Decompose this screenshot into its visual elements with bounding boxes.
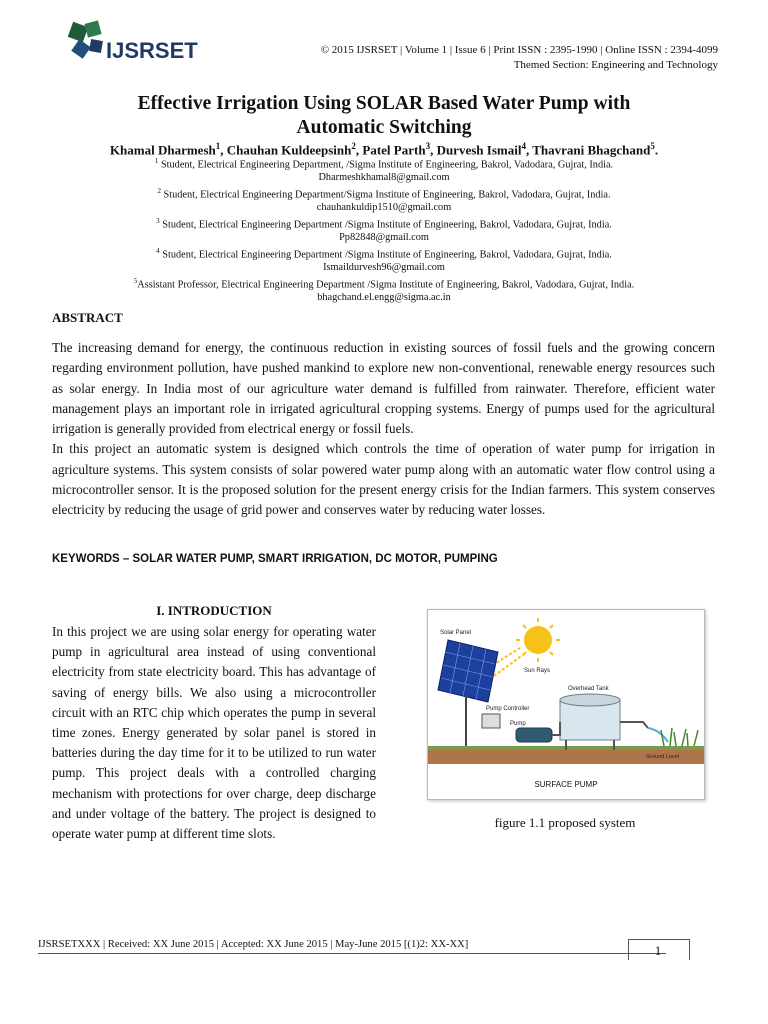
affiliation-text: Assistant Professor, Electrical Engineering Department /Sigma Institute of Engineering, Bakrol, Vadodara, Gujrat, India.: [137, 279, 635, 291]
author-list: Khamal Dharmesh$^1$, Chauhan Kuldeepsinh$^2$, Patel Parth$^3$, Durvesh Ismail$^4$, Thavrani Bhagchand$^5$.: [109, 141, 659, 158]
affiliation-sup: 1: [154, 157, 159, 165]
affiliation-text: Student, Electrical Engineering Department/Sigma Institute of Engineering, Bakrol, Vadodara, Gujrat, India.: [163, 189, 611, 201]
affiliation-email: Ismaildurvesh96@gmail.com: [323, 262, 445, 274]
label-solar-panel: Solar Panel: [440, 630, 472, 636]
affiliation: [40, 275, 728, 292]
affiliation: [40, 245, 728, 262]
author-sup: 1: [215, 141, 221, 151]
affiliation-list: [40, 155, 728, 305]
water-flow-icon: [648, 728, 668, 742]
logo-text: IJSRSET: [106, 38, 198, 63]
introduction-text: In this project we are using solar energy for operating water pump in agricultural area instead of using conventional electricity from state electricity board. This has advantage of saving of energy bills. We also using a microcontroller circuit with an RTC chip which operates the pump in several time zones. Energy generated by solar panel is stored in batteries during the day time for it to be utilized to run water pump. This project deals with a controlled charging mechanism with protections for over charge, deep discharge and under voltage of the battery. The project is designed to operate water pump at different time slots.: [52, 624, 376, 842]
affiliation-text: Student, Electrical Engineering Department /Sigma Institute of Engineering, Bakrol, Vadodara, Gujrat, India.: [162, 249, 612, 261]
pump-icon: [516, 728, 552, 742]
label-sun-rays: Sun Rays: [524, 668, 551, 674]
affiliation-email: chauhankuldip1510@gmail.com: [316, 202, 452, 214]
affiliation: [40, 155, 728, 172]
journal-meta-line1: © 2015 IJSRSET | Volume 1 | Issue 6 | Print ISSN : 2395-1990 | Online ISSN : 2394-4099: [320, 44, 718, 56]
journal-logo: [66, 20, 196, 68]
overhead-tank-icon: [560, 694, 620, 750]
affiliation-text: Student, Electrical Engineering Department, /Sigma Institute of Engineering, Bakrol, Vadodara, Gujrat, India.: [160, 159, 614, 171]
label-overhead-tank: Overhead Tank: [568, 686, 609, 692]
author: Durvesh Ismail: [436, 142, 522, 158]
journal-meta-line2: Themed Section: Engineering and Technology: [513, 59, 718, 71]
author: Patel Parth: [362, 142, 426, 158]
author-sup: 5: [650, 141, 655, 151]
author-sup: 4: [521, 141, 526, 151]
affiliation-email: Pp82848@gmail.com: [339, 232, 429, 244]
author: Khamal Dharmesh: [109, 142, 216, 158]
section-heading: I. INTRODUCTION: [156, 603, 272, 618]
label-ground-level: Ground Level: [646, 754, 680, 760]
sun-icon: [524, 626, 552, 654]
author-sup: 3: [425, 141, 431, 151]
figure-title: SURFACE PUMP: [534, 780, 598, 789]
affiliation-text: Student, Electrical Engineering Department /Sigma Institute of Engineering, Bakrol, Vadodara, Gujrat, India.: [162, 219, 612, 231]
author: Chauhan Kuldeepsinh: [226, 142, 352, 158]
affiliation-email: Dharmeshkhamal8@gmail.com: [318, 172, 450, 184]
page-number: 1: [654, 943, 662, 958]
solar-panel-icon: [438, 640, 498, 750]
affiliation: [40, 215, 728, 232]
figure-diagram: [428, 610, 704, 799]
footer-divider: [38, 953, 666, 954]
affiliation: [40, 185, 728, 202]
affiliation-sup: 5: [133, 277, 138, 286]
author: Thavrani Bhagchand: [532, 142, 651, 158]
figure-caption: figure 1.1 proposed system: [494, 815, 636, 830]
label-pump: Pump: [510, 721, 526, 727]
affiliation-sup: 3: [156, 217, 160, 226]
keywords: KEYWORDS – SOLAR WATER PUMP, SMART IRRIGATION, DC MOTOR, PUMPING: [52, 553, 498, 565]
figure-proposed-system: [427, 609, 705, 800]
affiliation-sup: 4: [156, 247, 160, 256]
pump-controller-icon: [482, 714, 500, 728]
crop-icon: [661, 728, 698, 746]
paper-title-line2: Automatic Switching: [296, 117, 472, 138]
author-sup: 2: [351, 141, 356, 151]
footer-text: IJSRSETXXX | Received: XX June 2015 | Accepted: XX June 2015 | May-June 2015 [(1)2: XX-XX]: [38, 939, 469, 950]
abstract-heading: ABSTRACT: [52, 310, 123, 325]
paper-title-line1: Effective Irrigation Using SOLAR Based Water Pump with: [137, 93, 631, 114]
journal-meta: [321, 43, 718, 73]
abstract-paragraph: In this project an automatic system is designed which controls the time of operation of water pump for irrigation in agriculture systems. This system consists of solar powered water pump along with an automatic water flow control using a microcontroller sensor. It is the proposed solution for the present energy crisis for the Indian farmers. This system conserves electricity by reducing the usage of grid power and conserves water by reducing water losses.: [52, 441, 715, 518]
affiliation-email: bhagchand.el.engg@sigma.ac.in: [317, 292, 451, 304]
affiliation-sup: 2: [157, 187, 161, 196]
abstract-body: [52, 338, 715, 521]
abstract-paragraph: The increasing demand for energy, the continuous reduction in existing sources of fossil fuels and the growing concern regarding environment pollution, have pushed mankind to explore new non-conventional, renewable energy resources such as solar energy. In India most of our agriculture water demand is fulfilled from rainwater. Therefore, efficient water management plays an important role in irrigated agricultural cropping systems. Energy of pumps used for the agricultural irrigation is generally provided from electrical energy or fossil fuels.: [52, 340, 715, 437]
label-pump-controller: Pump Controller: [486, 706, 530, 712]
paper-title: [40, 92, 728, 140]
